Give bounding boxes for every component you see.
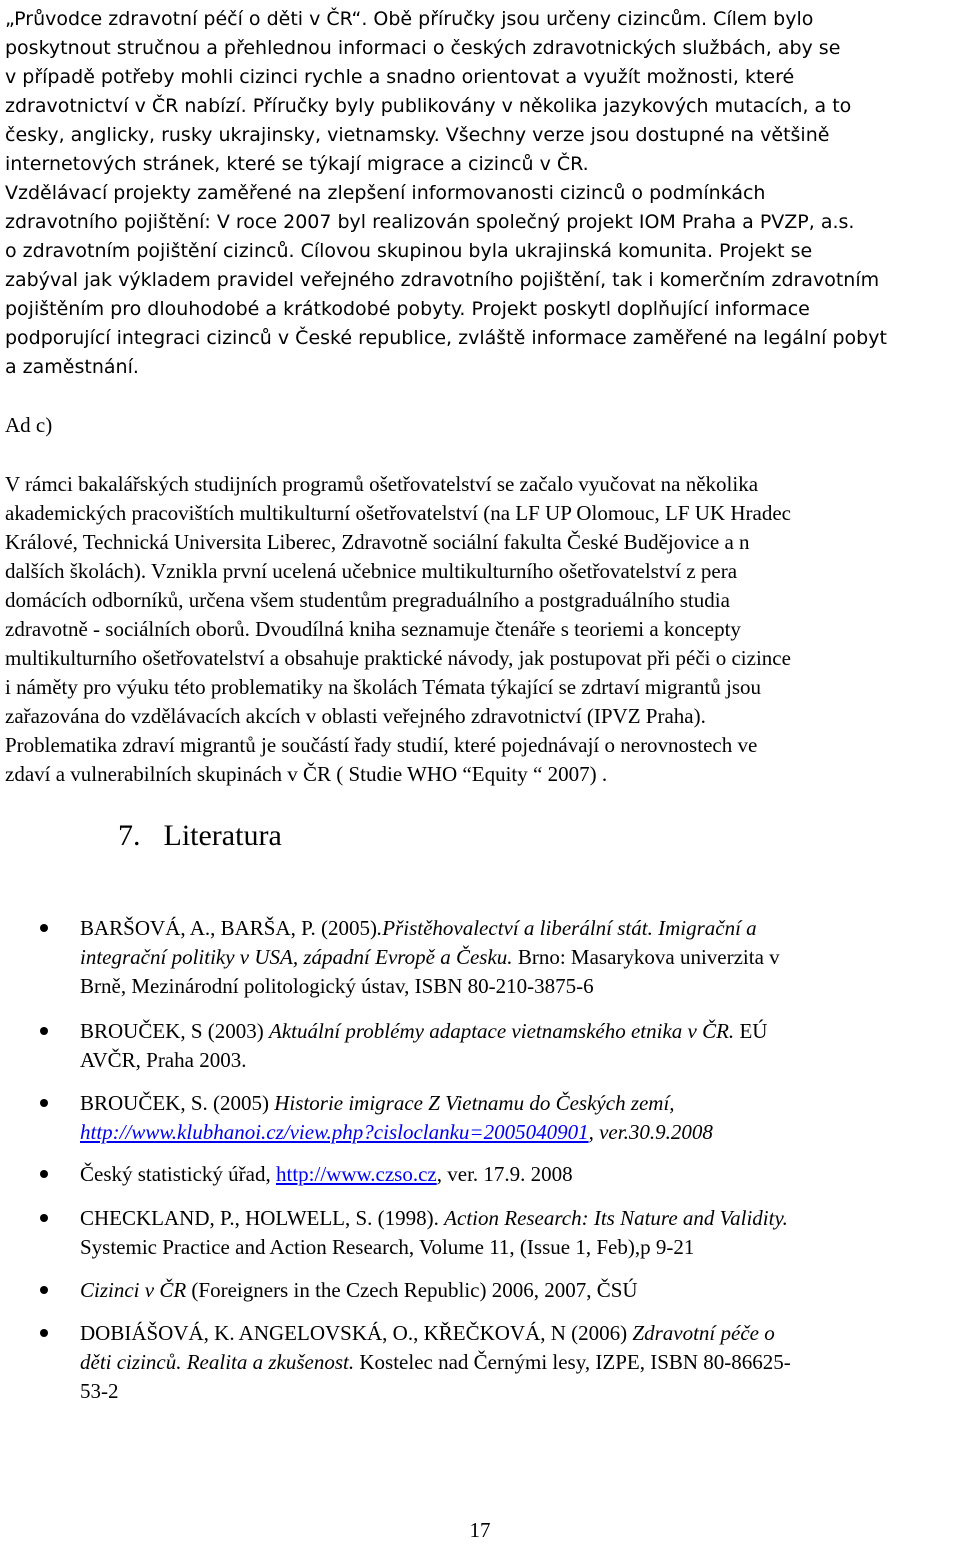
paragraph-3-line: zařazována do vzdělávacích akcích v oblasti veřejného zdravotnictví (IPVZ Praha). (5, 704, 706, 728)
ref-title: Historie imigrace Z Vietnamu do Českých zemí, (274, 1091, 675, 1115)
bullet-icon (40, 924, 48, 932)
reference-line (80, 914, 757, 942)
page-number: 17 (469, 1518, 491, 1542)
section-label-adc: Ad c) (5, 413, 53, 437)
reference-line (80, 1276, 638, 1304)
ref-title: Zdravotní péče o (632, 1321, 775, 1345)
ref-title: Aktuální problémy adaptace vietnamského etnika v ČR. (269, 1019, 735, 1043)
ref-publisher: Brno: Masarykova univerzita v (512, 945, 780, 969)
paragraph-2-line: pojištěním pro dlouhodobé a krátkodobé pobyty. Projekt poskytl doplňující informace (5, 298, 810, 320)
ref-link[interactable]: http://www.klubhanoi.cz/view.php?cisloclanku=2005040901 (80, 1120, 589, 1144)
reference-line (80, 1160, 573, 1188)
paragraph-3-line: Problematika zdraví migrantů je součástí řady studií, které pojednávají o nerovnostech ve (5, 733, 758, 757)
paragraph-1-line: zdravotnictví v ČR nabízí. Příručky byly publikovány v několika jazykových mutacích, a to (5, 95, 852, 117)
ref-title: Action Research: Its Nature and Validity. (444, 1206, 788, 1230)
reference-line (80, 1204, 788, 1232)
paragraph-3-line: i náměty pro výuku této problematiky na školách Témata týkající se zdrtaví migrantů jsou (5, 675, 761, 699)
paragraph-2-line: a zaměstnání. (5, 356, 139, 378)
reference-line: Brně, Mezinárodní politologický ústav, ISBN 80-210-3875-6 (80, 974, 594, 998)
paragraph-3-line: akademických pracovištích multikulturní ošetřovatelství (na LF UP Olomouc, LF UK Hradec (5, 501, 791, 525)
paragraph-1-line: poskytnout stručnou a přehlednou informaci o českých zdravotnických službách, aby se (5, 37, 841, 59)
reference-line (80, 943, 780, 971)
reference-line: Systemic Practice and Action Research, Volume 11, (Issue 1, Feb),p 9-21 (80, 1235, 695, 1259)
paragraph-2-line: Vzdělávací projekty zaměřené na zlepšení informovanosti cizinců o podmínkách (5, 182, 766, 204)
paragraph-1-line: „Průvodce zdravotní péčí o děti v ČR“. Obě příručky jsou určeny cizincům. Cílem bylo (5, 8, 814, 30)
paragraph-3-line: zdravotně - sociálních oborů. Dvoudílná kniha seznamuje čtenáře s teoriemi a koncepty (5, 617, 741, 641)
ref-title: Cizinci v ČR (80, 1278, 187, 1302)
heading-title: Literatura (163, 819, 282, 852)
ref-authors: BARŠOVÁ, A., BARŠA, P. (2005) (80, 916, 377, 940)
paragraph-1-line: internetových stránek, které se týkají migrace a cizinců v ČR. (5, 153, 589, 175)
ref-authors: DOBIÁŠOVÁ, K. ANGELOVSKÁ, O., KŘEČKOVÁ, N (2006) (80, 1321, 633, 1345)
paragraph-3-line: multikulturního ošetřovatelství a obsahuje praktické návody, jak postupovat při péči o cizince (5, 646, 791, 670)
paragraph-1-line: česky, anglicky, rusky ukrajinsky, vietnamsky. Všechny verze jsou dostupné na většině (5, 124, 830, 146)
paragraph-3-line: dalších školách). Vznikla první ucelená učebnice multikulturního ošetřovatelství z pera (5, 559, 738, 583)
paragraph-3-line: V rámci bakalářských studijních programů ošetřovatelství se začalo vyučovat na několika (5, 472, 759, 496)
ref-authors: Český statistický úřad, (80, 1162, 276, 1186)
ref-publisher: (Foreigners in the Czech Republic) 2006, 2007, ČSÚ (186, 1278, 638, 1302)
reference-line (80, 1118, 713, 1146)
reference-line (80, 1348, 791, 1376)
ref-authors: CHECKLAND, P., HOLWELL, S. (1998). (80, 1206, 445, 1230)
ref-title: integrační politiky v USA, západní Evropě a Česku. (80, 945, 513, 969)
ref-authors: BROUČEK, S. (2005) (80, 1091, 275, 1115)
ref-link[interactable]: http://www.czso.cz (275, 1162, 437, 1186)
paragraph-3-line: domácích odborníků, určena všem studentům pregraduálního a postgraduálního studia (5, 588, 730, 612)
paragraph-3-line: zdaví a vulnerabilních skupinách v ČR ( Studie WHO “Equity “ 2007) . (5, 762, 608, 786)
reference-line (80, 1319, 775, 1347)
ref-publisher: EÚ (734, 1019, 768, 1043)
section-heading (118, 818, 282, 854)
ref-title: děti cizinců. Realita a zkušenost. (80, 1350, 355, 1374)
reference-line: AVČR, Praha 2003. (80, 1048, 247, 1072)
bullet-icon (40, 1329, 48, 1337)
paragraph-2-line: zabýval jak výkladem pravidel veřejného zdravotního pojištění, tak i komerčním zdravotním (5, 269, 880, 291)
reference-line (80, 1017, 767, 1045)
reference-line (80, 1089, 675, 1117)
bullet-icon (40, 1214, 48, 1222)
paragraph-2-line: o zdravotním pojištění cizinců. Cílovou skupinou byla ukrajinská komunita. Projekt se (5, 240, 813, 262)
ref-version: , ver. 17.9. 2008 (436, 1162, 573, 1186)
ref-title: .Přistěhovalectví a liberální stát. Imigrační a (376, 916, 757, 940)
bullet-icon (40, 1099, 48, 1107)
bullet-icon (40, 1170, 48, 1178)
paragraph-2-line: zdravotního pojištění: V roce 2007 byl realizován společný projekt IOM Praha a PVZP, a.s. (5, 211, 855, 233)
paragraph-3-line: Králové, Technická Universita Liberec, Zdravotně sociální fakulta České Budějovice a n (5, 530, 750, 554)
ref-version: , ver.30.9.2008 (588, 1120, 713, 1144)
ref-publisher: Kostelec nad Černými lesy, IZPE, ISBN 80-86625- (354, 1350, 791, 1374)
bullet-icon (40, 1027, 48, 1035)
heading-number: 7. (118, 819, 141, 852)
ref-authors: BROUČEK, S (2003) (80, 1019, 270, 1043)
bullet-icon (40, 1286, 48, 1294)
reference-line: 53-2 (80, 1379, 119, 1403)
paragraph-2-line: podporující integraci cizinců v České republice, zvláště informace zaměřené na legální pobyt (5, 327, 887, 349)
paragraph-1-line: v případě potřeby mohli cizinci rychle a snadno orientovat a využít možnosti, které (5, 66, 795, 88)
